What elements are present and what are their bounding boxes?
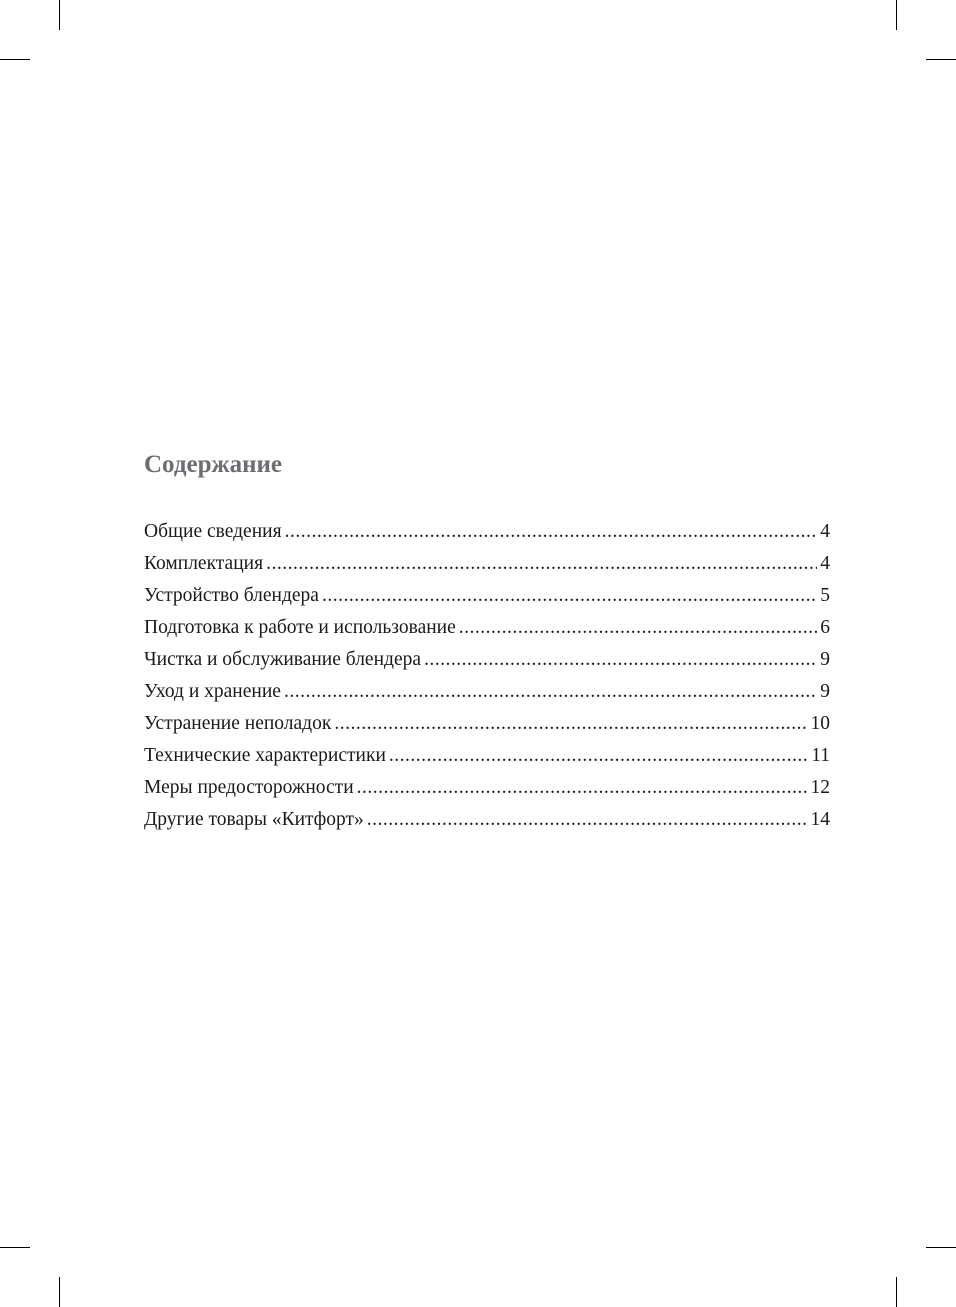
toc-entry-page: 11 [811,745,830,766]
toc-entry-page: 9 [820,681,830,702]
toc-entry[interactable] [144,708,830,740]
crop-mark-bottom-right-vertical [896,1277,897,1307]
crop-mark-bottom-left-horizontal [0,1247,30,1248]
table-of-contents [144,450,830,836]
toc-dot-leader [357,772,808,804]
toc-entry-label: Другие товары «Китфорт» [144,809,364,830]
toc-entry-page: 4 [820,521,830,542]
toc-entry-label: Чистка и обслуживание блендера [144,649,422,670]
toc-dot-leader [322,580,817,612]
toc-entry-label: Меры предосторожности [144,777,354,798]
toc-dot-leader [266,548,817,580]
toc-dot-leader [334,708,807,740]
toc-entry-label: Подготовка к работе и использование [144,617,456,638]
crop-mark-bottom-right-horizontal [926,1247,956,1248]
toc-entry[interactable] [144,516,830,548]
toc-entry[interactable] [144,612,830,644]
toc-entry[interactable] [144,804,830,836]
toc-entry-label: Общие сведения [144,521,282,542]
toc-dot-leader [459,612,817,644]
toc-entry-page: 10 [810,713,830,734]
toc-entry-page: 12 [810,777,830,798]
toc-entry-page: 4 [820,553,830,574]
toc-entry[interactable] [144,548,830,580]
toc-dot-leader [389,740,808,772]
toc-entry-page: 9 [820,649,830,670]
crop-mark-top-right-vertical [896,0,897,30]
toc-dot-leader [285,516,818,548]
toc-entry-label: Устранение неполадок [144,713,332,734]
toc-entry[interactable] [144,676,830,708]
toc-entry-label: Технические характеристики [144,745,386,766]
toc-title: Содержание [144,451,283,478]
toc-entry-label: Устройство блендера [144,585,319,606]
toc-entry[interactable] [144,772,830,804]
crop-mark-top-right-horizontal [926,59,956,60]
toc-entry[interactable] [144,644,830,676]
toc-entry-page: 6 [820,617,830,638]
toc-entry-page: 14 [810,809,830,830]
toc-dot-leader [424,644,817,676]
crop-mark-bottom-left-vertical [59,1277,60,1307]
toc-entry-label: Уход и хранение [144,681,281,702]
crop-mark-top-left-vertical [59,0,60,30]
toc-list [144,516,830,836]
crop-mark-top-left-horizontal [0,59,30,60]
toc-entry-page: 5 [820,585,830,606]
toc-entry[interactable] [144,740,830,772]
toc-dot-leader [367,804,808,836]
toc-entry-label: Комплектация [144,553,264,574]
toc-dot-leader [284,676,817,708]
toc-entry[interactable] [144,580,830,612]
